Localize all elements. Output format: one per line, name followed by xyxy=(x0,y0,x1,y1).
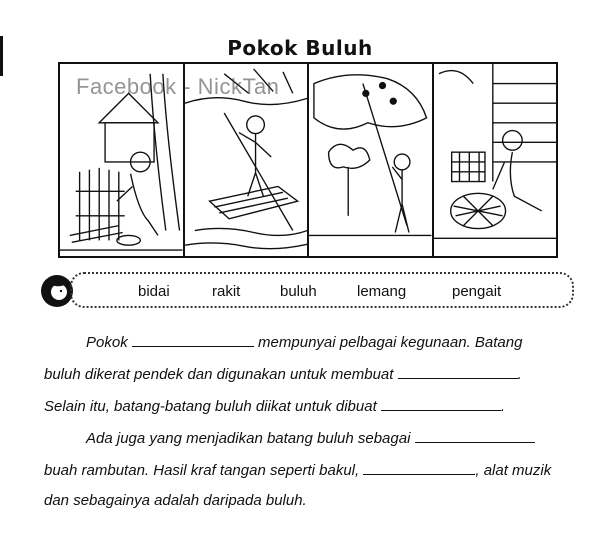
word-lemang: lemang xyxy=(357,283,407,300)
passage-line-3: Selain itu, batang-batang buluh diikat untuk dibuat . xyxy=(44,398,506,415)
passage-line-1: Pokok mempunyai pelbagai kegunaan. Batang xyxy=(86,334,523,351)
passage-line-4: Ada juga yang menjadikan batang buluh sebagai xyxy=(86,428,535,447)
blank-3[interactable] xyxy=(381,396,501,411)
passage-line-6: dan sebagainya adalah daripada buluh. xyxy=(44,492,307,509)
passage-line-5: buah rambutan. Hasil kraf tangan seperti bakul, , alat muzik xyxy=(44,462,552,479)
blank-2[interactable] xyxy=(398,364,518,379)
worksheet-title: Pokok Buluh xyxy=(227,36,373,60)
blank-1[interactable] xyxy=(132,332,254,347)
word-bidai: bidai xyxy=(138,283,170,300)
child-speaking-icon xyxy=(40,274,74,308)
word-buluh: buluh xyxy=(280,283,317,300)
fruit-picking-illustration xyxy=(309,64,432,256)
blank-4[interactable] xyxy=(415,428,535,443)
word-rakit: rakit xyxy=(212,283,241,300)
word-pengait: pengait xyxy=(452,283,502,300)
blank-5[interactable] xyxy=(363,460,475,475)
panel-pengait xyxy=(309,64,434,256)
passage-line-2: buluh dikerat pendek dan digunakan untuk membuat . xyxy=(44,366,522,383)
word-bank xyxy=(70,272,574,308)
panel-kraf xyxy=(434,64,557,256)
basket-weaving-illustration xyxy=(434,64,557,256)
watermark-text: Facebook - NickTan xyxy=(76,74,280,99)
